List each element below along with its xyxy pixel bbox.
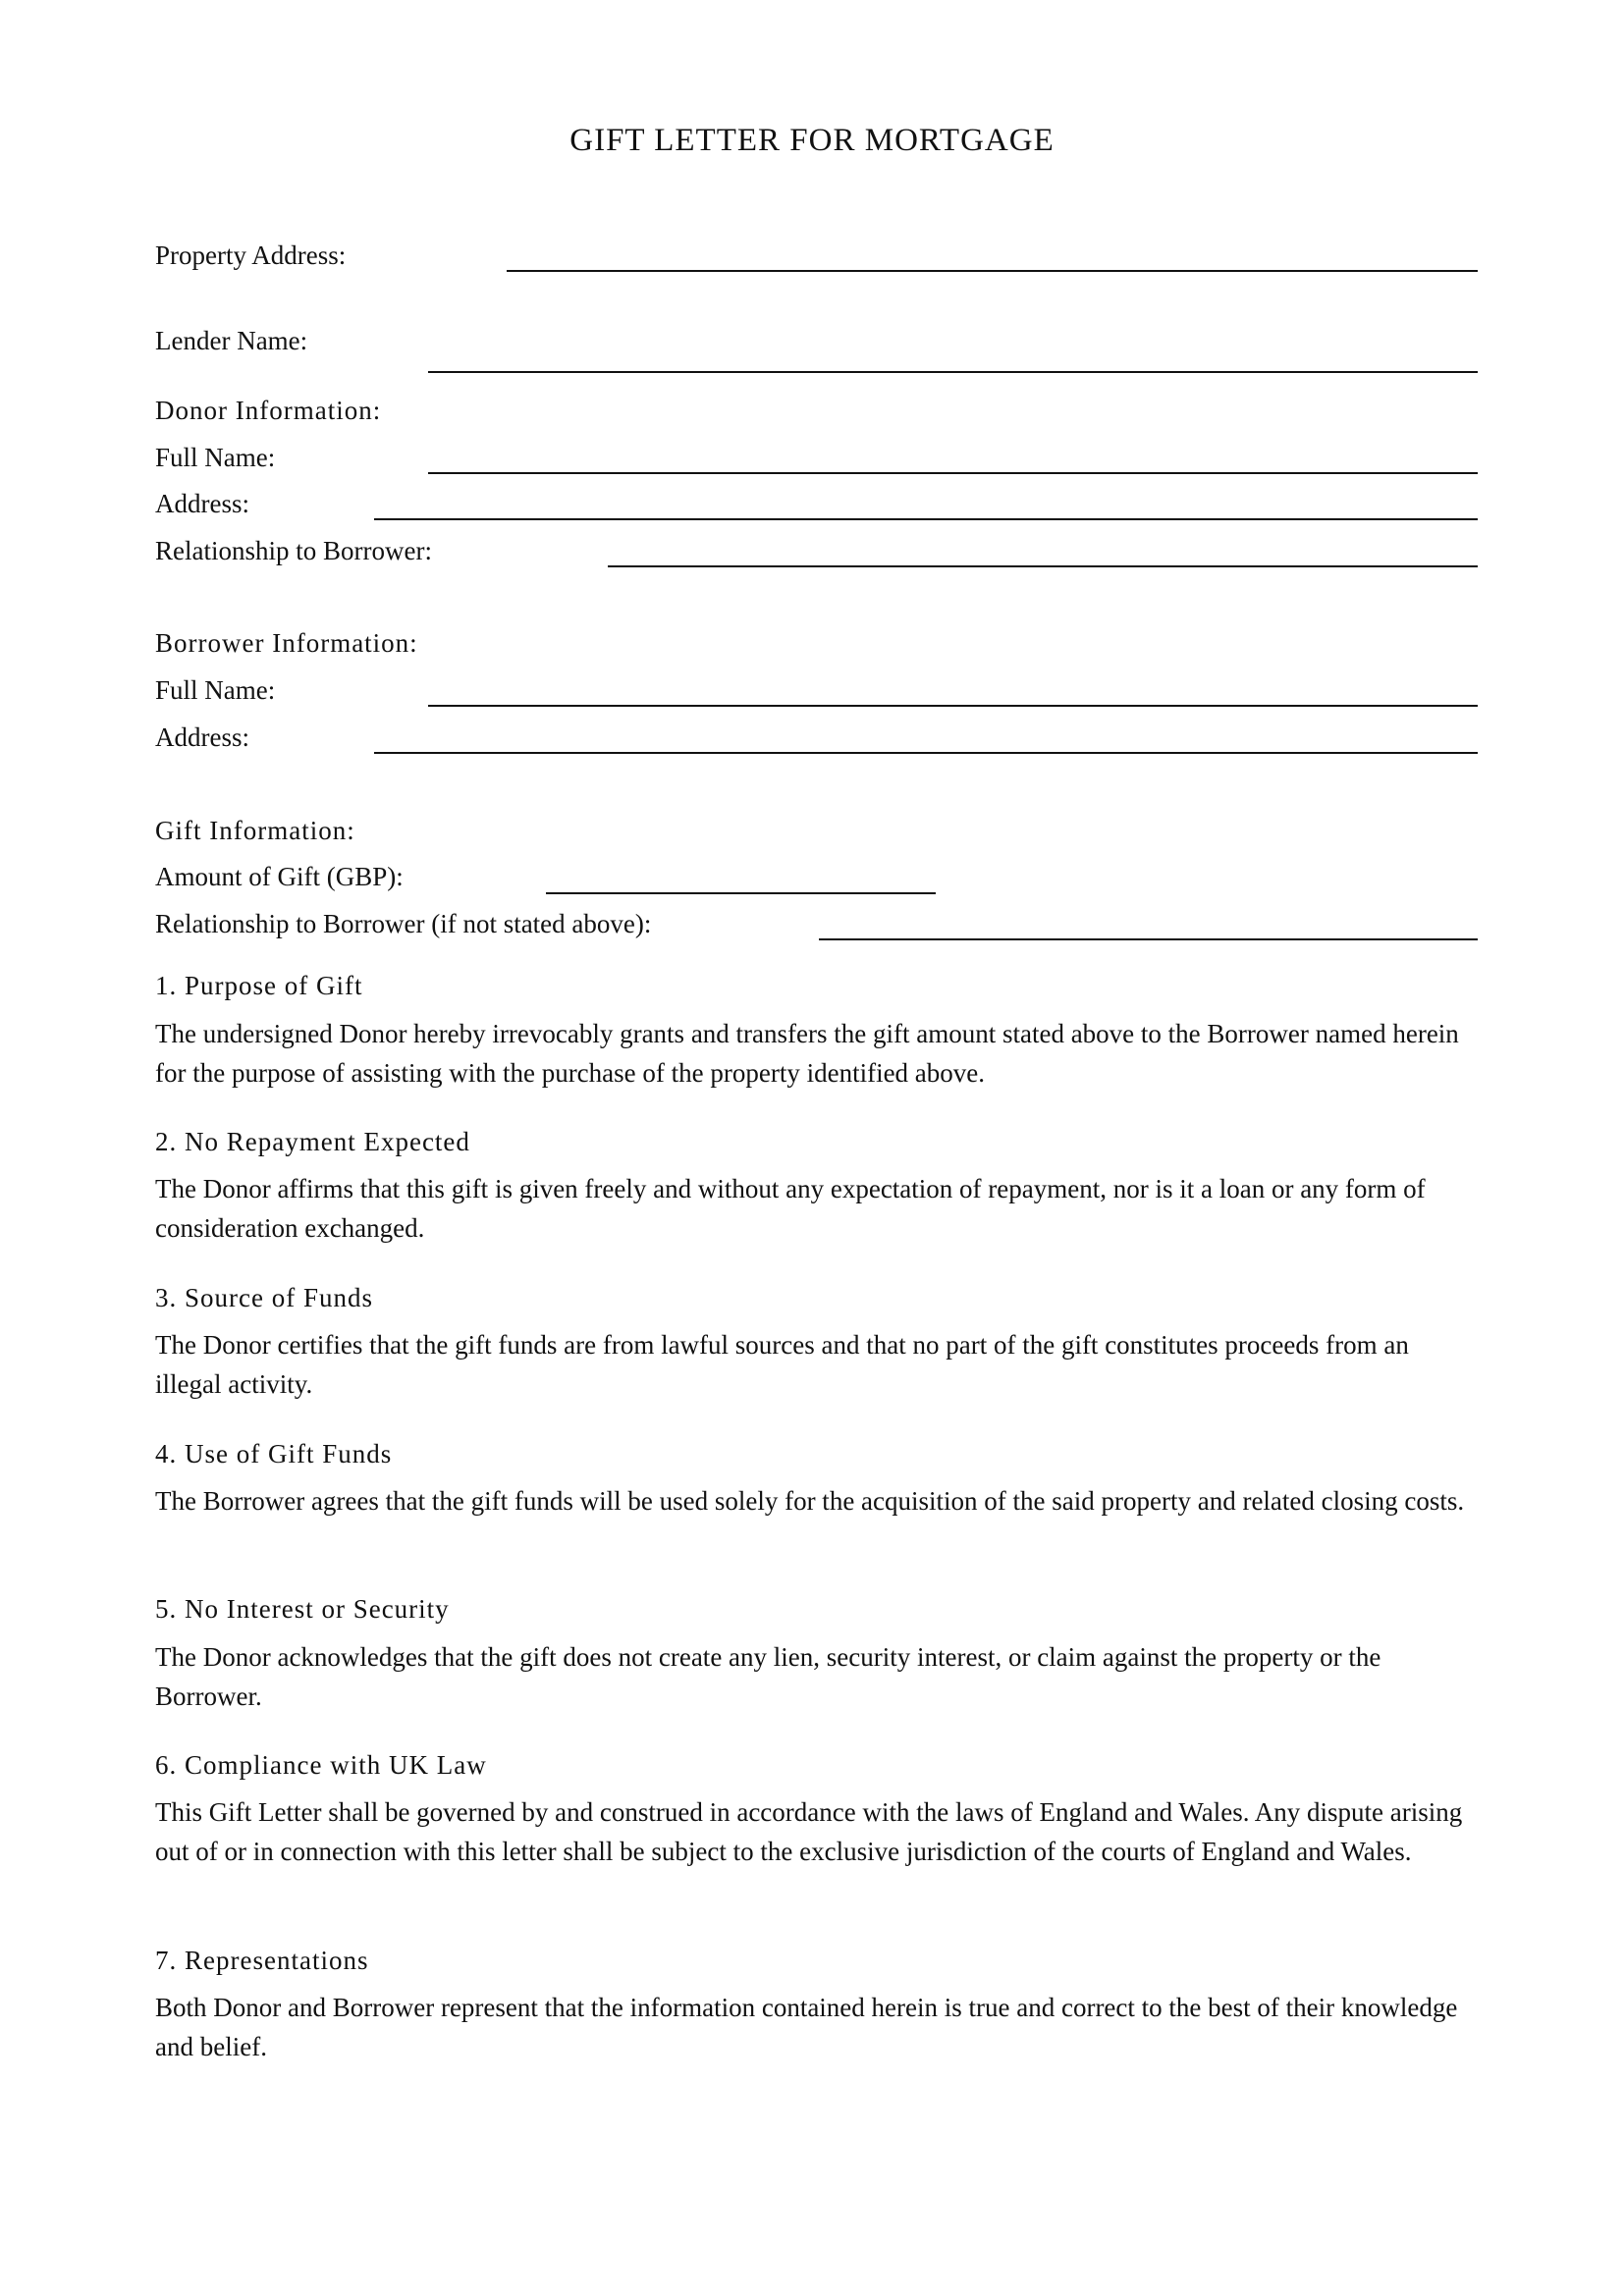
donor-address-field[interactable] [374, 518, 1478, 520]
section-text: The undersigned Donor hereby irrevocably grants and transfers the gift amount stated above to the Borrower named herein for the purpose of assisting with the purchase of the property identified above. [155, 1019, 1459, 1088]
gift-amount-field[interactable] [546, 892, 936, 894]
borrower-address-field[interactable] [374, 752, 1478, 754]
donor-full-name-label: Full Name: [155, 443, 276, 472]
section-text: The Donor certifies that the gift funds are from lawful sources and that no part of the gift constitutes proceeds from an illegal activity. [155, 1330, 1409, 1399]
section-heading: 4. Use of Gift Funds [155, 1439, 393, 1468]
property-address-field[interactable] [507, 270, 1478, 272]
donor-relationship-label: Relationship to Borrower: [155, 536, 432, 565]
borrower-full-name-label: Full Name: [155, 675, 276, 705]
section-text: This Gift Letter shall be governed by and construed in accordance with the laws of England and Wales. Any dispute arising out of or in connection with this letter shall be subject to the exclusive jurisdiction of the courts of England and Wales. [155, 1797, 1463, 1866]
borrower-information-heading: Borrower Information: [155, 628, 418, 658]
donor-relationship-field[interactable] [608, 565, 1478, 567]
gift-information-heading: Gift Information: [155, 816, 355, 845]
section-heading: 5. No Interest or Security [155, 1594, 450, 1624]
section-text: The Borrower agrees that the gift funds will be used solely for the acquisition of the said property and related closing costs. [155, 1486, 1465, 1516]
gift-relationship-label: Relationship to Borrower (if not stated above): [155, 909, 652, 938]
section-heading: 7. Representations [155, 1946, 369, 1975]
section-heading: 1. Purpose of Gift [155, 971, 363, 1000]
section-heading: 3. Source of Funds [155, 1283, 373, 1312]
gift-relationship-field[interactable] [819, 938, 1478, 940]
section-heading: 6. Compliance with UK Law [155, 1750, 487, 1780]
section-heading: 2. No Repayment Expected [155, 1127, 470, 1156]
borrower-full-name-field[interactable] [428, 705, 1478, 707]
property-address-label: Property Address: [155, 240, 347, 270]
section-text: The Donor acknowledges that the gift does not create any lien, security interest, or claim against the property or the Borrower. [155, 1642, 1381, 1711]
donor-information-heading: Donor Information: [155, 396, 382, 425]
donor-full-name-field[interactable] [428, 472, 1478, 474]
lender-name-label: Lender Name: [155, 326, 308, 355]
donor-address-label: Address: [155, 489, 249, 518]
document-title: GIFT LETTER FOR MORTGAGE [569, 123, 1055, 158]
section-text: The Donor affirms that this gift is given freely and without any expectation of repayment, nor is it a loan or any form of consideration exchanged. [155, 1174, 1426, 1243]
gift-amount-label: Amount of Gift (GBP): [155, 862, 404, 891]
borrower-address-label: Address: [155, 722, 249, 752]
lender-name-field[interactable] [428, 371, 1478, 373]
section-text: Both Donor and Borrower represent that the information contained herein is true and correct to the best of their knowledge and belief. [155, 1993, 1458, 2061]
